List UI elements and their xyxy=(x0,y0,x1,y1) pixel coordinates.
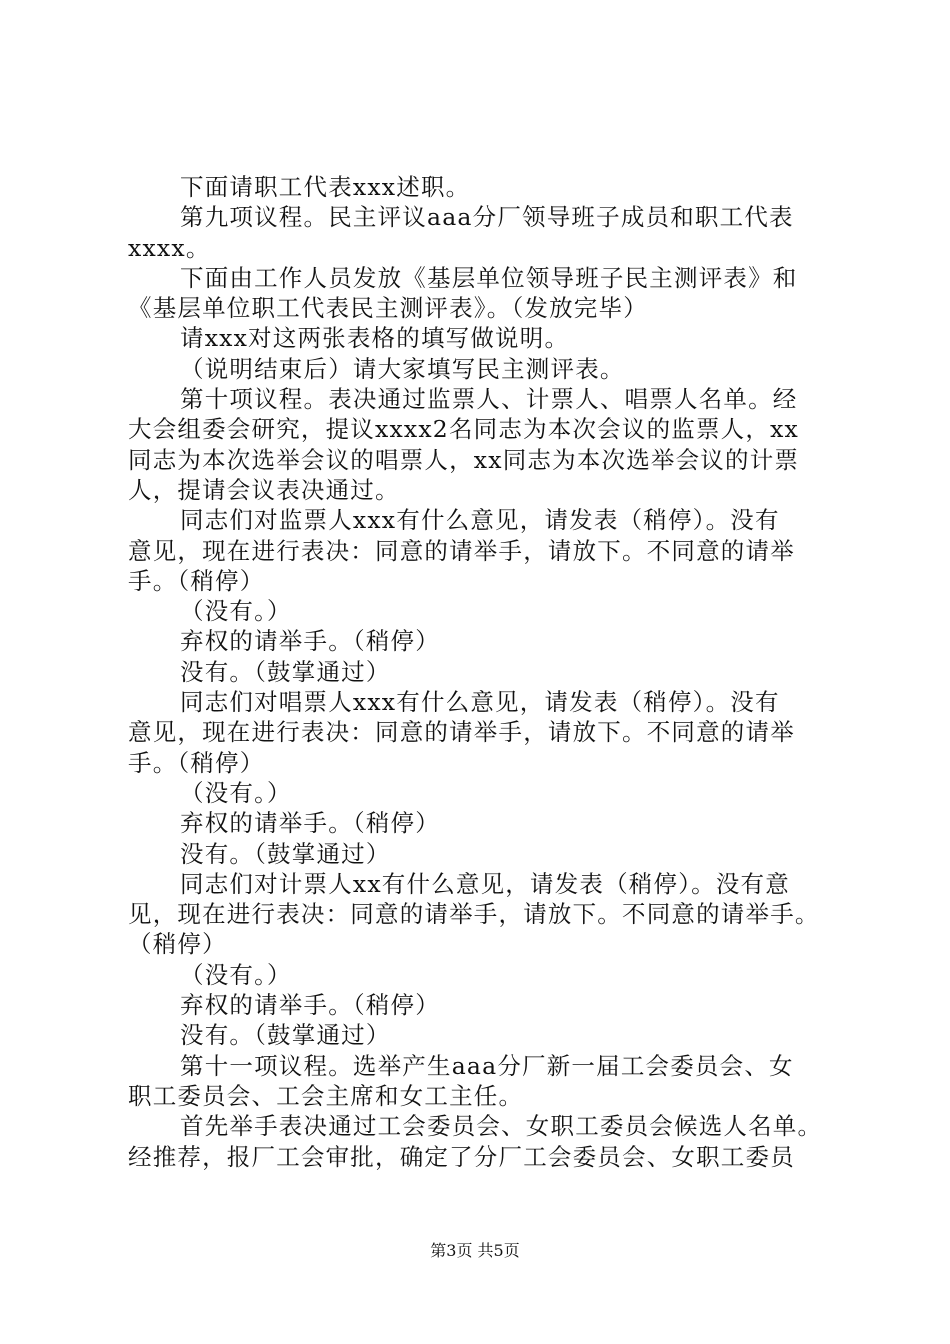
text-line: 大会组委会研究，提议xxxx2名同志为本次会议的监票人，xx xyxy=(128,415,799,444)
text-line: 见，现在进行表决：同意的请举手，请放下。不同意的请举手。 xyxy=(128,900,820,929)
text-line: 下面请职工代表xxx述职。 xyxy=(180,173,471,201)
text-line: 意见，现在进行表决：同意的请举手，请放下。不同意的请举 xyxy=(128,718,795,747)
text-line: 经推荐，报厂工会审批，确定了分厂工会委员会、女职工委员 xyxy=(128,1142,795,1171)
page-footer: 第3页 共5页 xyxy=(430,1241,520,1260)
text-line: 弃权的请举手。（稍停） xyxy=(180,809,440,838)
text-line: 下面由工作人员发放《基层单位领导班子民主测评表》和 xyxy=(180,263,798,292)
text-line: 《基层单位职工代表民主测评表》。（发放完毕） xyxy=(128,294,648,323)
text-line: 请xxx对这两张表格的填写做说明。 xyxy=(180,324,570,353)
text-line: 同志们对监票人xxx有什么意见，请发表（稍停）。没有 xyxy=(180,506,780,535)
text-line: （没有。） xyxy=(180,960,292,989)
text-line: 第十项议程。表决通过监票人、计票人、唱票人名单。经 xyxy=(180,385,798,414)
text-line: 没有。（鼓掌通过） xyxy=(180,1021,391,1050)
text-line: （没有。） xyxy=(180,597,292,626)
text-line: 弃权的请举手。（稍停） xyxy=(180,991,440,1020)
text-line: 同志们对唱票人xxx有什么意见，请发表（稍停）。没有 xyxy=(180,688,780,717)
text-line: （没有。） xyxy=(180,778,292,807)
text-line: （稍停） xyxy=(128,930,227,959)
text-line: 同志们对计票人xx有什么意见，请发表（稍停）。没有意 xyxy=(180,869,790,898)
document-body xyxy=(128,172,848,1172)
text-line: xxxx。 xyxy=(128,233,211,262)
text-line: 同志为本次选举会议的唱票人，xx同志为本次选举会议的计票 xyxy=(128,445,800,474)
text-line: 首先举手表决通过工会委员会、女职工委员会候选人名单。 xyxy=(180,1112,823,1141)
text-line: 手。（稍停） xyxy=(128,566,265,595)
text-line: 手。（稍停） xyxy=(128,748,265,777)
text-line: 第十一项议程。选举产生aaa分厂新一届工会委员会、女 xyxy=(180,1051,794,1080)
text-line: 弃权的请举手。（稍停） xyxy=(180,627,440,656)
text-line: 职工委员会、工会主席和女工主任。 xyxy=(128,1081,524,1110)
text-line: 没有。（鼓掌通过） xyxy=(180,657,391,686)
text-line: （说明结束后）请大家填写民主测评表。 xyxy=(180,354,625,383)
text-line: 人，提请会议表决通过。 xyxy=(128,475,400,504)
text-line: 第九项议程。民主评议aaa分厂领导班子成员和职工代表 xyxy=(180,203,794,232)
text-line: 没有。（鼓掌通过） xyxy=(180,839,391,868)
text-line: 意见，现在进行表决：同意的请举手，请放下。不同意的请举 xyxy=(128,536,795,565)
